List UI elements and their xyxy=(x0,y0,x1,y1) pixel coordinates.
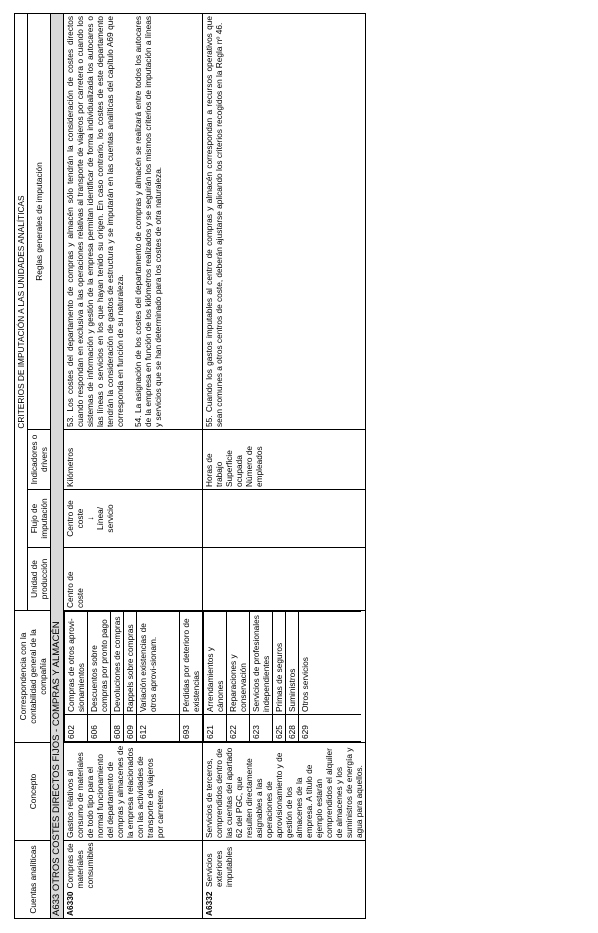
account-code: A6332 xyxy=(204,891,214,916)
rule-53: 53. Los costes del departamento de compras y almacén sólo tendrán la consideración de costes directos cuando respondan en exclusiva a las operaciones relativas al transporte de viajeros por carretera o cuando los sistemas de información y gestión de la empresa permitan identificar de forma individualizada los autocares o las líneas o servicios en los que hayan tenido su origen. En caso contrario, los costes de este departamento tendrán la consideración de gastos de estructura y se imputarán en las cuentas analíticas del capítulo A69 que corresponda en función de su naturaleza. xyxy=(65,15,125,427)
list-item: 693 Pérdidas por deterioro de existencias xyxy=(180,612,203,742)
correspondence-cell xyxy=(64,611,203,743)
header-concepto: Concepto xyxy=(15,743,51,841)
header-indicadores: Indicadores o drivers xyxy=(28,430,51,490)
imputation-criteria-table xyxy=(14,13,366,919)
account-cell xyxy=(203,841,366,919)
list-item: 612 Variación existencias de otros aprovi-sionam. xyxy=(137,612,180,742)
list-item: 608 Devoluciones de compras xyxy=(111,612,124,742)
table-row xyxy=(64,13,203,918)
flujo-bottom: Línea/ servicio xyxy=(95,504,115,533)
account-name: Compras de materiales consumibles xyxy=(65,842,95,889)
list-item: 622 Reparaciones y conservación xyxy=(227,612,250,742)
list-item: 629 Otros servicios xyxy=(299,612,362,742)
reglas-cell xyxy=(64,13,203,429)
list-item: 625 Primas de seguros xyxy=(273,612,286,742)
list-item: 602 Compras de otros aprovi-sionamientos xyxy=(65,612,88,742)
list-item: 628 Suministros xyxy=(286,612,299,742)
flujo-top: Centro de coste xyxy=(65,500,85,537)
rule-54: 54. La asignación de los costes del departamento de compras y almacén se realizará entre todos los autocares de la empresa en función de los kilómetros realizados y se seguirán los mismos criterios de imputación a líneas y servicios que se han determinado para los costes de otra naturaleza. xyxy=(133,15,163,427)
header-correspondencia: Correspondencia con la contabilidad general de la compañía xyxy=(15,611,51,743)
unidad-cell: Centro de coste xyxy=(64,548,203,611)
header-unidad: Unidad de producción xyxy=(28,548,51,611)
header-cuentas: Cuentas analíticas xyxy=(15,841,51,919)
section-title: A633 OTROS COSTES DIRECTOS FIJOS - COMPRAS Y ALMACÉN xyxy=(51,13,64,918)
header-criterios: CRITERIOS DE IMPUTACIÓN A LAS UNIDADES ANALÍTICAS xyxy=(15,13,28,610)
account-name: Servicios exteriores imputables xyxy=(204,846,234,887)
flujo-cell xyxy=(64,490,203,548)
list-item: 606 Descuentos sobre compras por pronto pago xyxy=(88,612,111,742)
indicadores-cell: Kilómetros xyxy=(64,430,203,490)
flujo-cell xyxy=(203,490,366,548)
account-code: A6330 xyxy=(65,891,75,916)
arrow-down-icon: ↓ xyxy=(85,516,95,521)
indicadores-cell: Horas de trabajo Superficie ocupada Número de empleados xyxy=(203,430,366,490)
rule-55: 55. Cuando los gastos imputables al centro de compras y almacén correspondan a recursos operativos que sean comunes a otros centros de coste, deberán ajustarse aplicando los criterios recogidos en la Regla nº 46. xyxy=(204,15,224,427)
list-item: 623 Servicios de profesionales independientes xyxy=(250,612,273,742)
concept-cell: Servicios de terceros, comprendidos dentro de las cuentas del apartado 62 del PGC, que resulten directamente asignables a las operaciones de aprovisionamiento y de gestión de los almacenes de la empresa. A título de ejemplo estarán comprendidos el alquiler de almacenes y los suministros de energía y agua para aquellos. xyxy=(203,743,366,841)
list-item: 609 Rappels sobre compras xyxy=(124,612,137,742)
header-reglas: Reglas generales de imputación xyxy=(28,13,51,429)
correspondence-cell xyxy=(203,611,366,743)
account-cell xyxy=(64,841,203,919)
concept-cell: Gastos relativos al consumo de materiales de todo tipo para el normal funcionamiento del departamento de compras y almacenes de la empresa relacionados con las actividades de transporte de viajeros por carretera. xyxy=(64,743,203,841)
header-flujo: Flujo de imputación xyxy=(28,490,51,548)
table-row xyxy=(203,13,366,918)
list-item: 621 Arrendamientos y cánones xyxy=(204,612,227,742)
unidad-cell xyxy=(203,548,366,611)
reglas-cell xyxy=(203,13,366,429)
